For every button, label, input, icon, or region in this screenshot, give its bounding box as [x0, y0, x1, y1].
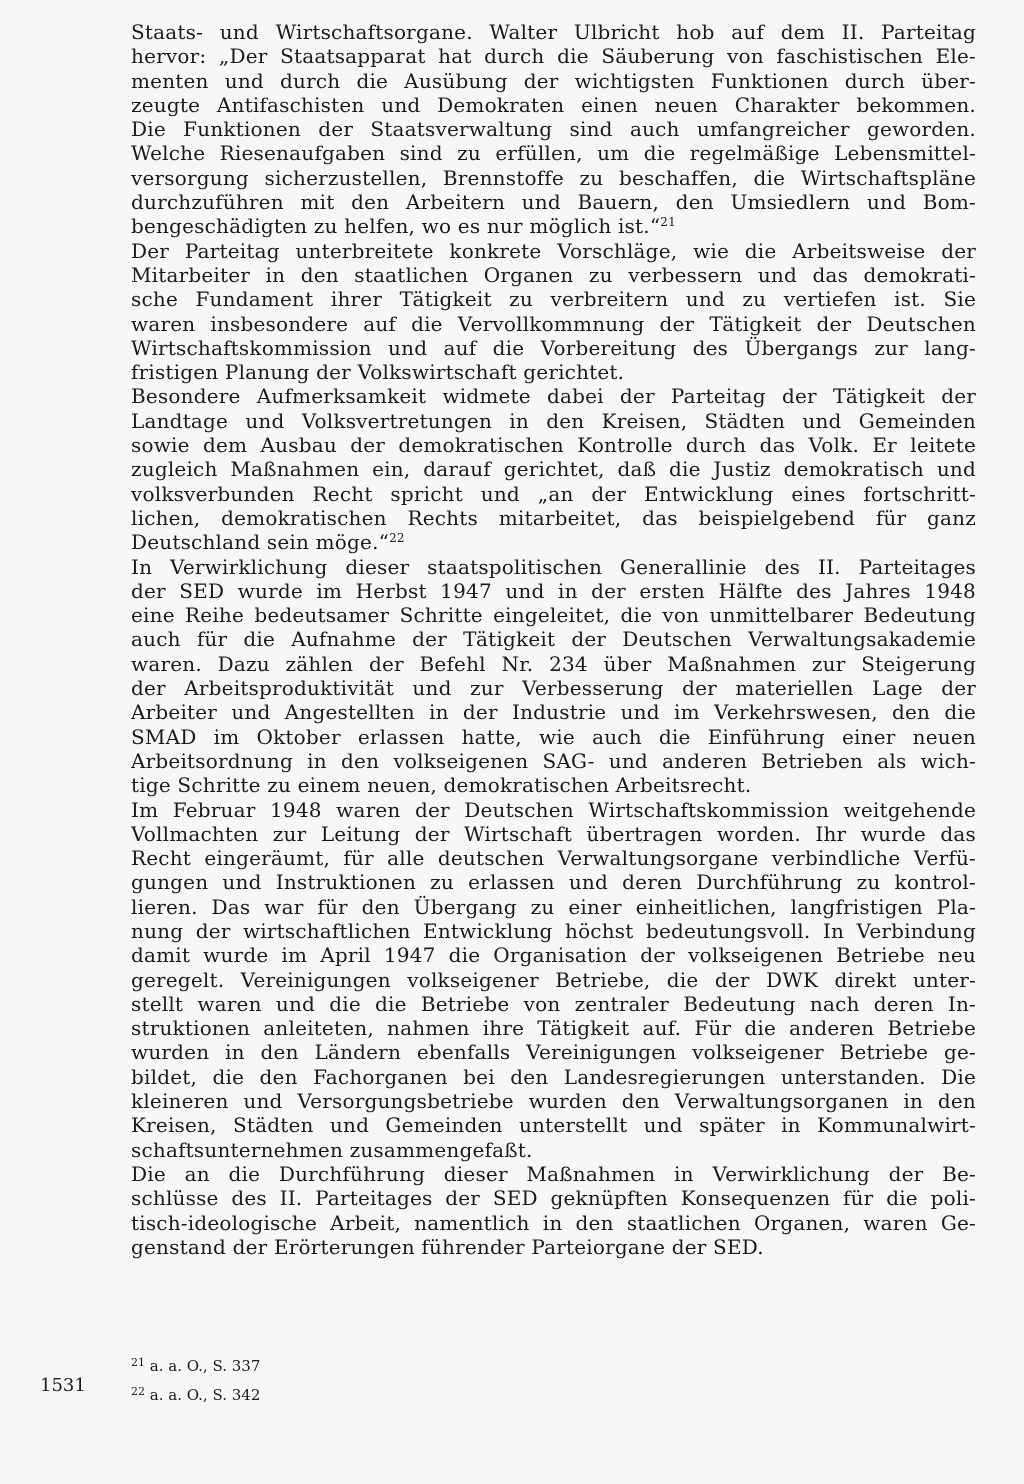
footnote-reference[interactable]: 21	[660, 215, 676, 230]
footnote-text: a. a. O., S. 337	[145, 1357, 261, 1375]
paragraph	[131, 798, 976, 1162]
footnote-number: 22	[131, 1385, 145, 1398]
text-line	[131, 263, 976, 287]
line-text: Die an die Durchführung dieser Maßnahmen in Verwirklichung der Be-	[131, 1161, 976, 1186]
line-text: kleineren und Versorgungsbetriebe wurden den Verwaltungsorganen in den	[131, 1089, 976, 1114]
line-text: Die Funktionen der Staatsverwaltung sind auch umfangreicher geworden.	[131, 117, 976, 142]
line-text: der SED wurde im Herbst 1947 und in der ersten Hälfte des Jahres 1948	[131, 578, 976, 603]
line-text: damit wurde im April 1947 die Organisation der volkseigenen Betriebe neu	[131, 943, 976, 968]
text-line	[131, 44, 976, 68]
footnote-text: a. a. O., S. 342	[145, 1386, 261, 1404]
text-line	[131, 603, 976, 627]
text-line	[131, 239, 976, 263]
line-text: hervor: „Der Staatsapparat hat durch die Säuberung von faschistischen Ele-	[131, 44, 976, 69]
footnote	[131, 1350, 631, 1379]
text-line	[131, 1235, 976, 1259]
text-line	[131, 749, 976, 773]
text-line	[131, 190, 976, 214]
text-line	[131, 1138, 976, 1162]
text-line	[131, 457, 976, 481]
text-line	[131, 725, 976, 749]
line-text: In Verwirklichung dieser staatspolitischen Generallinie des II. Parteitages	[131, 554, 976, 579]
text-line	[131, 1113, 976, 1137]
line-text: auch für die Aufnahme der Tätigkeit der Deutschen Verwaltungsakademie	[131, 627, 976, 652]
text-line	[131, 822, 976, 846]
line-text: der Arbeitsproduktivität und zur Verbesserung der materiellen Lage der	[131, 676, 976, 701]
text-line	[131, 652, 976, 676]
text-line	[131, 1016, 976, 1040]
text-line	[131, 117, 976, 141]
text-line	[131, 409, 976, 433]
page-number: 1531	[40, 1375, 86, 1396]
line-text: bengeschädigten zu helfen, wo es nur möglich ist.“	[131, 214, 661, 239]
text-line	[131, 69, 976, 93]
text-line	[131, 555, 976, 579]
line-text: Der Parteitag unterbreitete konkrete Vorschläge, wie die Arbeitsweise der	[131, 238, 976, 263]
text-line	[131, 773, 976, 797]
text-line	[131, 433, 976, 457]
text-line	[131, 336, 976, 360]
line-text: eine Reihe bedeutsamer Schritte eingeleitet, die von unmittelbarer Bedeutung	[131, 603, 976, 628]
text-line	[131, 676, 976, 700]
text-line	[131, 530, 976, 554]
line-text: durchzuführen mit den Arbeitern und Bauern, den Umsiedlern und Bom-	[131, 190, 976, 215]
line-text: stellt waren und die die Betriebe von zentraler Bedeutung nach deren In-	[131, 991, 976, 1016]
text-line	[131, 1162, 976, 1186]
text-line	[131, 384, 976, 408]
line-text: sche Fundament ihrer Tätigkeit zu verbreitern und zu vertiefen ist. Sie	[131, 287, 976, 312]
paragraph	[131, 555, 976, 798]
text-line	[131, 1040, 976, 1064]
line-text: genstand der Erörterungen führender Parteiorgane der SED.	[131, 1234, 764, 1259]
paragraph	[131, 384, 976, 554]
line-text: tisch-ideologische Arbeit, namentlich in den staatlichen Organen, waren Ge-	[131, 1210, 976, 1235]
text-line	[131, 579, 976, 603]
text-line	[131, 846, 976, 870]
line-text: Arbeiter und Angestellten in der Industrie und im Verkehrswesen, den die	[131, 700, 976, 725]
line-text: zugleich Maßnahmen ein, darauf gerichtet, daß die Justiz demokratisch und	[131, 457, 976, 482]
line-text: Arbeitsordnung in den volkseigenen SAG- und anderen Betrieben als wich-	[131, 748, 976, 773]
line-text: tige Schritte zu einem neuen, demokratischen Arbeitsrecht.	[131, 773, 752, 798]
paragraph	[131, 239, 976, 385]
text-line	[131, 627, 976, 651]
text-line	[131, 214, 976, 238]
line-text: Vollmachten zur Leitung der Wirtschaft übertragen worden. Ihr wurde das	[131, 821, 976, 846]
text-line	[131, 700, 976, 724]
text-line	[131, 1186, 976, 1210]
footnote-reference[interactable]: 22	[389, 531, 405, 546]
text-line	[131, 798, 976, 822]
line-text: schlüsse des II. Parteitages der SED geknüpften Konsequenzen für die poli-	[131, 1186, 976, 1211]
line-text: Welche Riesenaufgaben sind zu erfüllen, um die regelmäßige Lebensmittel-	[131, 141, 976, 166]
line-text: versorgung sicherzustellen, Brennstoffe zu beschaffen, die Wirtschaftspläne	[131, 165, 976, 190]
text-line	[131, 992, 976, 1016]
line-text: Im Februar 1948 waren der Deutschen Wirtschaftskommission weitgehende	[131, 797, 976, 822]
line-text: fristigen Planung der Volkswirtschaft gerichtet.	[131, 360, 625, 385]
text-line	[131, 919, 976, 943]
line-text: lieren. Das war für den Übergang zu einer einheitlichen, langfristigen Pla-	[131, 894, 976, 919]
footnote-number: 21	[131, 1356, 145, 1369]
text-line	[131, 943, 976, 967]
text-line	[131, 1211, 976, 1235]
text-line	[131, 870, 976, 894]
line-text: bildet, die den Fachorganen bei den Landesregierungen unterstanden. Die	[131, 1064, 976, 1089]
line-text: waren. Dazu zählen der Befehl Nr. 234 über Maßnahmen zur Steigerung	[131, 651, 976, 676]
text-line	[131, 141, 976, 165]
text-line	[131, 20, 976, 44]
line-text: gungen und Instruktionen zu erlassen und deren Durchführung zu kontrol-	[131, 870, 976, 895]
text-line	[131, 968, 976, 992]
line-text: geregelt. Vereinigungen volkseigener Betriebe, die der DWK direkt unter-	[131, 967, 976, 992]
line-text: Deutschland sein möge.“	[131, 530, 390, 555]
line-text: Besondere Aufmerksamkeit widmete dabei der Parteitag der Tätigkeit der	[131, 384, 976, 409]
line-text: Wirtschaftskommission und auf die Vorbereitung des Übergangs zur lang-	[131, 335, 976, 360]
line-text: wurden in den Ländern ebenfalls Vereinigungen volkseigener Betriebe ge-	[131, 1040, 976, 1065]
line-text: lichen, demokratischen Rechts mitarbeitet, das beispielgebend für ganz	[131, 505, 976, 530]
line-text: volksverbunden Recht spricht und „an der Entwicklung eines fortschritt-	[131, 481, 976, 506]
line-text: Kreisen, Städten und Gemeinden unterstellt und später in Kommunalwirt-	[131, 1113, 976, 1138]
text-line	[131, 166, 976, 190]
text-line	[131, 482, 976, 506]
line-text: Mitarbeiter in den staatlichen Organen zu verbessern und das demokrati-	[131, 262, 976, 287]
text-line	[131, 287, 976, 311]
paragraph	[131, 20, 976, 239]
line-text: struktionen anleiteten, nahmen ihre Tätigkeit auf. Für die anderen Betriebe	[131, 1016, 976, 1041]
footnote	[131, 1379, 631, 1408]
line-text: schaftsunternehmen zusammengefaßt.	[131, 1137, 533, 1162]
text-line	[131, 1065, 976, 1089]
line-text: nung der wirtschaftlichen Entwicklung höchst bedeutungsvoll. In Verbindung	[131, 918, 976, 943]
line-text: sowie dem Ausbau der demokratischen Kontrolle durch das Volk. Er leitete	[131, 433, 976, 458]
text-line	[131, 895, 976, 919]
line-text: Staats- und Wirtschaftsorgane. Walter Ulbricht hob auf dem II. Parteitag	[131, 20, 976, 44]
line-text: waren insbesondere auf die Vervollkommnung der Tätigkeit der Deutschen	[131, 311, 976, 336]
line-text: SMAD im Oktober erlassen hatte, wie auch die Einführung einer neuen	[131, 724, 976, 749]
text-line	[131, 360, 976, 384]
text-line	[131, 1089, 976, 1113]
text-line	[131, 506, 976, 530]
body-text	[131, 20, 976, 1259]
text-line	[131, 312, 976, 336]
line-text: Recht eingeräumt, für alle deutschen Verwaltungsorgane verbindliche Verfü-	[131, 846, 976, 871]
line-text: zeugte Antifaschisten und Demokraten einen neuen Charakter bekommen.	[131, 92, 976, 117]
text-line	[131, 93, 976, 117]
paragraph	[131, 1162, 976, 1259]
line-text: Landtage und Volksvertretungen in den Kreisen, Städten und Gemeinden	[131, 408, 976, 433]
line-text: menten und durch die Ausübung der wichtigsten Funktionen durch über-	[131, 68, 976, 93]
footnotes	[131, 1350, 631, 1408]
